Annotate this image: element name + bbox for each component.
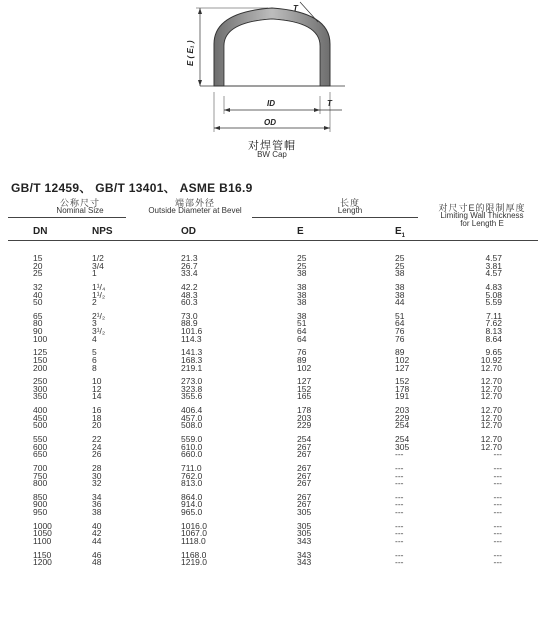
cell-dn: 400 — [33, 405, 48, 416]
header-length-en: Length — [337, 206, 363, 215]
cell-dn: 20 — [33, 260, 43, 271]
cell-limit: --- — [493, 478, 502, 489]
cell-nps: 30 — [92, 470, 102, 481]
cell-e1: --- — [395, 535, 404, 546]
cell-dn: 900 — [33, 499, 48, 510]
cell-od: 508.0 — [181, 420, 203, 431]
cell-e1: --- — [395, 528, 404, 539]
cell-nps: 18 — [92, 412, 102, 423]
cell-od: 660.0 — [181, 449, 203, 460]
cell-od: 273.0 — [181, 376, 203, 387]
cell-e1: 254 — [395, 420, 410, 431]
cell-e: 343 — [297, 549, 312, 560]
col-e1: $E_1$ — [395, 226, 406, 239]
header-limit-en1: Limiting Wall Thickness — [440, 211, 524, 220]
cell-nps: 3¹/₂ — [92, 326, 106, 336]
cell-e: 343 — [297, 535, 312, 546]
cell-dn: 300 — [33, 383, 48, 394]
cell-nps: 12 — [92, 383, 102, 394]
cell-limit: 12.70 — [480, 391, 502, 402]
cell-dn: 850 — [33, 491, 48, 502]
header-od-en: Outside Diameter at Bevel — [148, 206, 242, 215]
cell-limit: 9.65 — [485, 347, 502, 358]
cell-limit: --- — [493, 499, 502, 510]
cell-e1: 44 — [395, 297, 405, 308]
cell-e: 267 — [297, 470, 312, 481]
cell-nps: 24 — [92, 441, 102, 452]
cell-limit: --- — [493, 520, 502, 531]
header-nominal-en: Nominal Size — [56, 206, 104, 215]
cell-e: 25 — [297, 253, 307, 263]
rule-nominal — [8, 217, 126, 218]
cell-e: 267 — [297, 449, 312, 460]
cell-dn: 450 — [33, 412, 48, 423]
cell-od: 42.2 — [181, 281, 198, 292]
cell-dn: 50 — [33, 297, 43, 308]
col-od: OD — [181, 226, 196, 237]
cell-dn: 1200 — [33, 557, 52, 568]
cell-nps: 5 — [92, 347, 97, 358]
cell-nps: 1/2 — [92, 253, 104, 263]
cell-limit: --- — [493, 557, 502, 568]
cell-limit: 12.70 — [480, 383, 502, 394]
cell-dn: 1050 — [33, 528, 52, 539]
cell-nps: 8 — [92, 362, 97, 373]
cell-od: 813.0 — [181, 478, 203, 489]
cell-nps: 1¹/₂ — [92, 289, 106, 300]
header-od — [130, 199, 260, 215]
label-t-bottom: T — [327, 99, 332, 108]
cell-e1: 178 — [395, 383, 410, 394]
cell-od: 762.0 — [181, 470, 203, 481]
cell-limit: --- — [493, 528, 502, 539]
cell-limit: 10.92 — [480, 354, 502, 365]
cell-e: 267 — [297, 491, 312, 502]
cell-od: 1219.0 — [181, 557, 207, 568]
cell-od: 168.3 — [181, 354, 203, 365]
label-t-top: T — [293, 4, 298, 13]
cell-limit: 12.70 — [480, 420, 502, 431]
cell-nps: 20 — [92, 420, 102, 431]
cell-e: 127 — [297, 376, 312, 387]
cell-dn: 500 — [33, 420, 48, 431]
cell-e1: 51 — [395, 310, 405, 321]
cell-e: 102 — [297, 362, 312, 373]
cell-nps: 26 — [92, 449, 102, 460]
cell-nps: 40 — [92, 520, 102, 531]
cell-nps: 6 — [92, 354, 97, 365]
cell-dn: 1150 — [33, 549, 52, 560]
cell-nps: 14 — [92, 391, 102, 402]
cell-limit: 7.62 — [485, 318, 502, 329]
cell-nps: 10 — [92, 376, 102, 387]
cell-e: 343 — [297, 557, 312, 568]
rule-header-bottom — [8, 240, 538, 241]
header-nominal-zh: 公称尺寸 — [59, 198, 100, 208]
cell-limit: --- — [493, 470, 502, 481]
cell-od: 355.6 — [181, 391, 203, 402]
cell-e: 64 — [297, 333, 307, 344]
cell-dn: 550 — [33, 434, 48, 444]
cell-e1: 203 — [395, 405, 410, 416]
cell-e1: --- — [395, 478, 404, 489]
cell-e1: --- — [395, 491, 404, 502]
cell-nps: 46 — [92, 549, 102, 560]
cell-e: 25 — [297, 260, 307, 271]
cell-e1: --- — [395, 507, 404, 517]
cell-e: 38 — [297, 281, 307, 292]
cell-e1: --- — [395, 557, 404, 568]
header-limit-zh: 对尺寸E的限制厚度 — [438, 203, 526, 213]
cell-dn: 150 — [33, 354, 48, 365]
header-od-zh: 端部外径 — [174, 198, 215, 208]
cell-od: 60.3 — [181, 297, 198, 308]
cell-dn: 125 — [33, 347, 48, 358]
cell-e1: 76 — [395, 326, 405, 336]
cell-e: 38 — [297, 297, 307, 308]
cell-dn: 40 — [33, 289, 43, 300]
cell-e: 267 — [297, 499, 312, 510]
cell-e: 267 — [297, 441, 312, 452]
cell-e: 51 — [297, 318, 307, 329]
cell-e1: 76 — [395, 333, 405, 344]
cell-od: 141.3 — [181, 347, 203, 358]
cell-od: 26.7 — [181, 260, 198, 271]
cell-nps: 22 — [92, 434, 102, 444]
cell-e1: --- — [395, 449, 404, 460]
diagram-subtitle: BW Cap — [257, 150, 287, 159]
cell-od: 219.1 — [181, 362, 203, 373]
cell-e: 38 — [297, 268, 307, 279]
header-limit-en2: for Length E — [460, 219, 504, 228]
cell-od: 559.0 — [181, 434, 203, 444]
cell-e: 254 — [297, 434, 312, 444]
label-e: E ( E₁ ) — [186, 40, 195, 66]
cell-dn: 650 — [33, 449, 48, 460]
header-length — [300, 199, 400, 215]
cell-dn: 600 — [33, 441, 48, 452]
cell-limit: 12.70 — [480, 405, 502, 416]
cell-e: 76 — [297, 347, 307, 358]
cell-od: 21.3 — [181, 253, 198, 263]
cell-dn: 1000 — [33, 520, 52, 531]
cap-interior — [224, 19, 320, 86]
cell-limit: 8.13 — [485, 326, 502, 336]
cell-e1: 229 — [395, 412, 410, 423]
cell-dn: 950 — [33, 507, 48, 517]
cell-limit: 12.70 — [480, 362, 502, 373]
cell-e: 305 — [297, 520, 312, 531]
cell-od: 406.4 — [181, 405, 203, 416]
cell-e1: --- — [395, 470, 404, 481]
rule-length — [252, 217, 418, 218]
cell-e1: 25 — [395, 253, 405, 263]
cell-nps: 44 — [92, 535, 102, 546]
cell-limit: 3.81 — [485, 260, 502, 271]
cell-nps: 28 — [92, 462, 102, 473]
cell-e: 89 — [297, 354, 307, 365]
cell-e: 267 — [297, 478, 312, 489]
cell-e: 38 — [297, 289, 307, 300]
cell-dn: 1100 — [33, 535, 52, 546]
label-od: OD — [264, 118, 276, 127]
cell-dn: 700 — [33, 462, 48, 473]
cell-e: 152 — [297, 383, 312, 394]
cell-od: 914.0 — [181, 499, 203, 510]
cell-nps: 1¹/₄ — [92, 281, 106, 292]
cell-limit: 8.64 — [485, 333, 502, 344]
cell-od: 48.3 — [181, 289, 198, 300]
cell-nps: 42 — [92, 528, 102, 539]
cell-dn: 25 — [33, 268, 43, 279]
cell-e1: 254 — [395, 434, 410, 444]
cell-limit: --- — [493, 507, 502, 517]
bw-cap-diagram — [0, 0, 544, 160]
cell-limit: 7.11 — [486, 310, 502, 321]
cell-e1: 25 — [395, 260, 405, 271]
cell-nps: 34 — [92, 491, 102, 502]
cell-e1: --- — [395, 549, 404, 560]
standard-title: GB/T 12459、 GB/T 13401、 ASME B16.9 — [11, 181, 253, 195]
cell-limit: --- — [493, 491, 502, 502]
cell-e: 203 — [297, 412, 312, 423]
cell-od: 33.4 — [181, 268, 198, 279]
cell-e1: --- — [395, 499, 404, 510]
cell-e: 305 — [297, 528, 312, 539]
label-id: ID — [267, 99, 275, 108]
cell-nps: 4 — [92, 333, 97, 344]
cell-e1: 38 — [395, 281, 405, 292]
cell-nps: 32 — [92, 478, 102, 489]
cell-od: 101.6 — [181, 326, 203, 336]
header-limit — [420, 204, 544, 228]
cell-nps: 3/4 — [92, 260, 104, 271]
cell-nps: 2 — [92, 297, 97, 308]
cell-limit: 5.59 — [485, 297, 502, 308]
cell-e1: 89 — [395, 347, 405, 358]
cell-dn: 200 — [33, 362, 48, 373]
cell-e: 267 — [297, 462, 312, 473]
cell-od: 864.0 — [181, 491, 203, 502]
cell-od: 610.0 — [181, 441, 203, 452]
cell-limit: --- — [493, 535, 502, 546]
cell-nps: 36 — [92, 499, 102, 510]
cell-e1: 102 — [395, 354, 410, 365]
cell-e: 64 — [297, 326, 307, 336]
header-length-zh: 长度 — [339, 198, 360, 208]
cell-e1: 38 — [395, 289, 405, 300]
cell-od: 1067.0 — [181, 528, 207, 539]
cell-dn: 80 — [33, 318, 43, 329]
cell-limit: 12.70 — [480, 376, 502, 387]
cell-e1: 64 — [395, 318, 405, 329]
cell-od: 1168.0 — [181, 549, 207, 560]
cell-od: 73.0 — [181, 310, 198, 321]
cell-nps: 2¹/₂ — [92, 310, 106, 321]
col-e1-label: E — [395, 226, 402, 237]
cell-od: 114.3 — [181, 333, 202, 344]
cell-od: 711.0 — [181, 462, 202, 473]
cell-od: 457.0 — [181, 412, 203, 423]
cell-e1: 191 — [395, 391, 410, 402]
cell-e: 165 — [297, 391, 312, 402]
cell-od: 1016.0 — [181, 520, 207, 531]
header-nominal — [40, 199, 120, 215]
cell-e: 178 — [297, 405, 312, 416]
cell-od: 323.8 — [181, 383, 203, 394]
cell-dn: 350 — [33, 391, 48, 402]
cell-limit: 4.83 — [485, 281, 502, 292]
cell-limit: --- — [493, 449, 502, 460]
cell-e1: 152 — [395, 376, 410, 387]
cell-nps: 16 — [92, 405, 102, 416]
cell-dn: 65 — [33, 310, 43, 321]
cell-od: 965.0 — [181, 507, 203, 517]
cell-limit: 4.57 — [485, 268, 502, 279]
cell-nps: 3 — [92, 318, 97, 329]
col-dn: DN — [33, 226, 48, 237]
cell-dn: 15 — [33, 253, 43, 263]
col-e: E — [297, 226, 304, 237]
cell-nps: 38 — [92, 507, 102, 517]
cell-limit: 12.70 — [480, 441, 502, 452]
cell-e1: 38 — [395, 268, 405, 279]
cell-limit: 12.70 — [480, 412, 502, 423]
cell-limit: 5.08 — [485, 289, 502, 300]
cell-e1: 305 — [395, 441, 410, 452]
cell-e1: --- — [395, 462, 404, 473]
cell-limit: --- — [493, 462, 502, 473]
cell-od: 1118.0 — [181, 535, 206, 546]
cell-nps: 1 — [92, 268, 97, 279]
cell-limit: --- — [493, 549, 502, 560]
cell-nps: 48 — [92, 557, 102, 568]
cell-dn: 250 — [33, 376, 48, 387]
cell-dn: 32 — [33, 281, 43, 292]
cell-e1: --- — [395, 520, 404, 531]
cell-dn: 750 — [33, 470, 48, 481]
col-nps: NPS — [92, 226, 113, 237]
cell-e: 305 — [297, 507, 312, 517]
cell-e: 38 — [297, 310, 307, 321]
cell-dn: 100 — [33, 333, 48, 344]
cell-limit: 12.70 — [480, 434, 502, 444]
cell-dn: 90 — [33, 326, 43, 336]
cell-limit: 4.57 — [485, 253, 502, 263]
cell-e1: 127 — [395, 362, 410, 373]
cell-od: 88.9 — [181, 318, 198, 329]
diagram-title: 对焊管帽 — [248, 140, 296, 152]
cell-e: 229 — [297, 420, 312, 431]
cell-dn: 800 — [33, 478, 48, 489]
